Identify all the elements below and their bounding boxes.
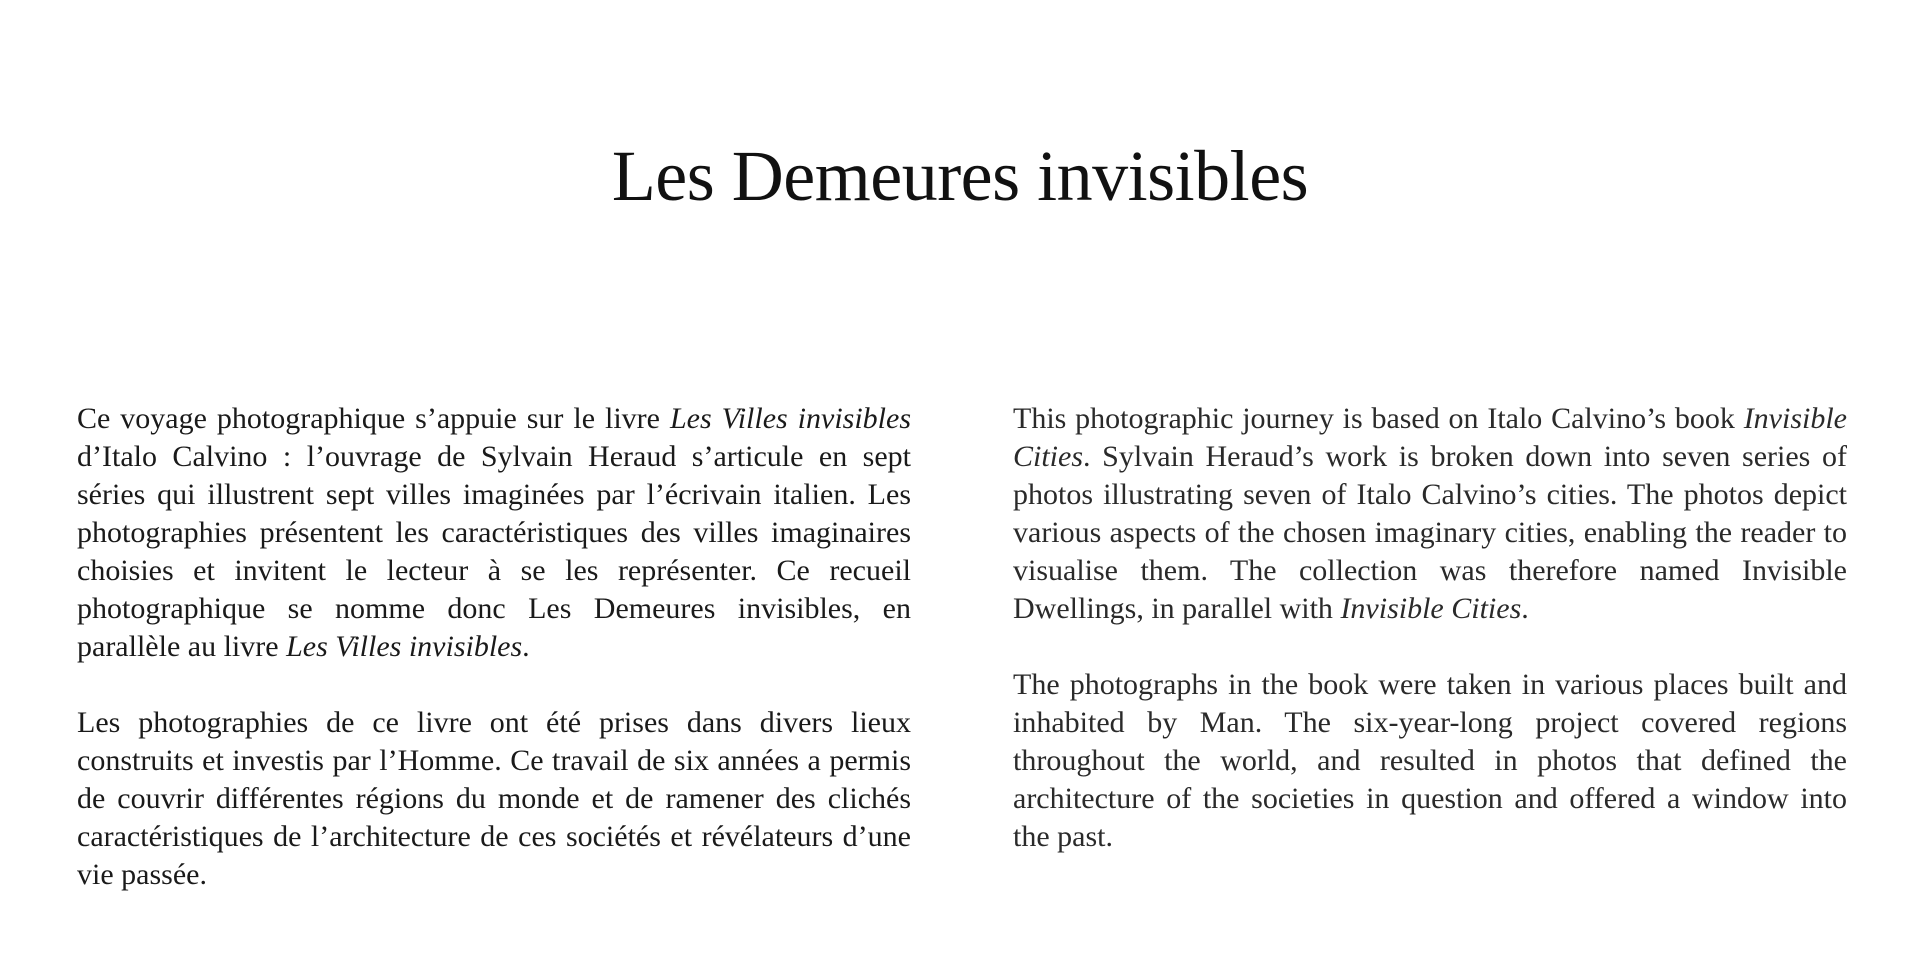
french-p1-book-title-2: Les Villes invisibles [286, 630, 523, 663]
english-p1-book-title-1: Invisible Cities [1013, 402, 1847, 473]
english-paragraph-1 [1013, 400, 1847, 628]
english-p1-text-2: . Sylvain Heraud’s work is broken down into seven series of photos illustrating seven of Italo Calvino’s cities. The photos depict various aspects of the chosen imaginary cities, enabling the reader to visualise them. The collection was therefore named Invisible Dwellings, in parallel with [1013, 440, 1847, 625]
french-p1-text-3: . [522, 630, 530, 663]
english-p1-text-1: This photographic journey is based on Italo Calvino’s book [1013, 402, 1744, 435]
english-p1-text-3: . [1521, 592, 1529, 625]
french-p1-text-2: d’Italo Calvino : l’ouvrage de Sylvain Heraud s’articule en sept séries qui illustrent sept villes imaginées par l’écrivain italien. Les photographies présentent les caractéristiques des villes imaginaires choisies et invitent le lecteur à se les représenter. Ce recueil photographique se nomme donc Les Demeures invisibles, en parallèle au livre [77, 440, 911, 663]
french-paragraph-1 [77, 400, 911, 666]
french-text-column [77, 400, 911, 932]
french-p1-text-1: Ce voyage photographique s’appuie sur le livre [77, 402, 670, 435]
french-paragraph-2: Les photographies de ce livre ont été prises dans divers lieux construits et investis par l’Homme. Ce travail de six années a permis de couvrir différentes régions du monde et de ramener des clichés caractéristiques de l’architecture de ces sociétés et révélateurs d’une vie passée. [77, 706, 911, 891]
french-p1-book-title-1: Les Villes invisibles [669, 402, 911, 435]
page-title: Les Demeures invisibles [611, 136, 1309, 216]
english-p1-book-title-2: Invisible Cities [1340, 592, 1522, 625]
english-paragraph-2: The photographs in the book were taken in various places built and inhabited by Man. The six-year-long project covered regions throughout the world, and resulted in photos that defined the architecture of the societies in question and offered a window into the past. [1013, 668, 1847, 853]
english-text-column [1013, 400, 1847, 894]
